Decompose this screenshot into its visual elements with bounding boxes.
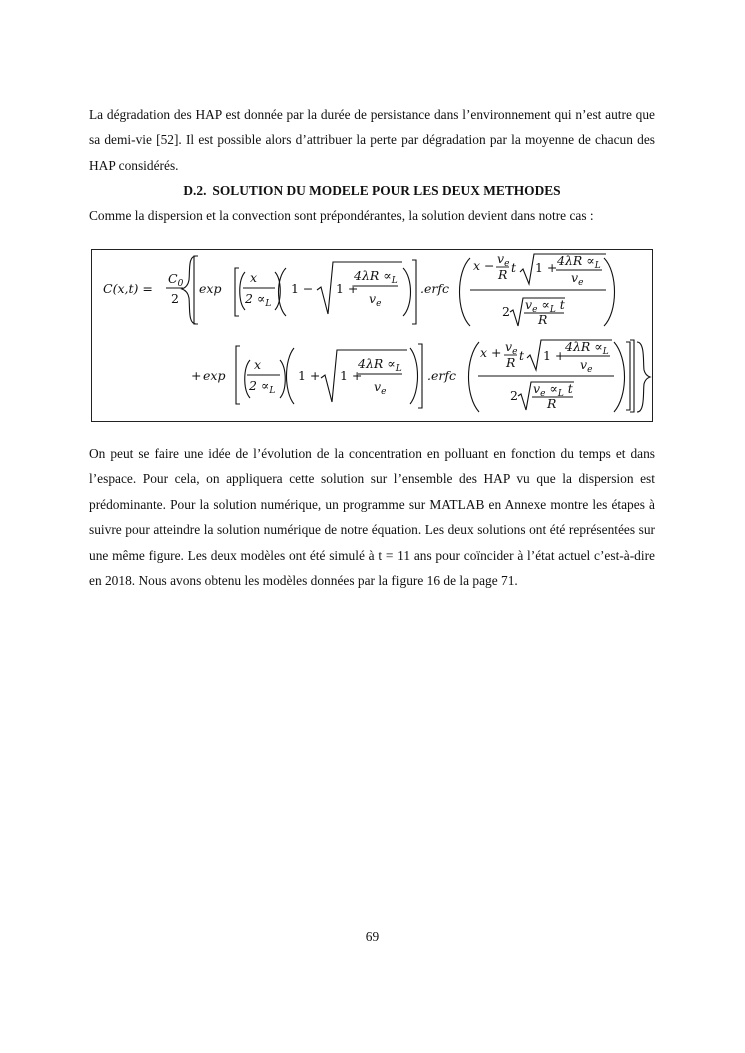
svg-text:2: 2 bbox=[510, 388, 518, 403]
svg-text:ve: $v_e$ bbox=[571, 270, 584, 288]
svg-text:4λR ∝L: $4\lambda R \propto_L$ bbox=[557, 253, 601, 271]
svg-text:.erfc: .erfc bbox=[420, 281, 449, 296]
svg-text:4λR ∝L: $4\lambda R \propto_L$ bbox=[358, 356, 402, 374]
equation-intro: Comme la dispersion et la convection sont prépondérantes, la solution devient dans notre cas : bbox=[89, 208, 594, 223]
eq-exp-1: exp bbox=[199, 281, 222, 296]
svg-text:.erfc: .erfc bbox=[427, 368, 456, 383]
svg-text:4λR ∝L: $4\lambda R \propto_L$ bbox=[565, 339, 609, 357]
svg-text:1 +: 1 + bbox=[543, 348, 566, 363]
intro-paragraph: La dégradation des HAP est donnée par la durée de persistance dans l’environnement qui n’est autre que sa demi-vie [52]. Il est possible alors d’attribuer la perte par dégradation par la moyenne de chacun des HAP considérés. bbox=[89, 107, 655, 173]
svg-text:1 +: 1 + bbox=[298, 368, 321, 383]
svg-text:2: 2 bbox=[502, 304, 510, 319]
left-bracket-outer bbox=[194, 256, 198, 324]
svg-text:R: R bbox=[506, 355, 516, 370]
svg-text:R: R bbox=[547, 396, 557, 411]
svg-text:1 +: 1 + bbox=[340, 368, 363, 383]
svg-text:1 −: 1 − bbox=[291, 281, 314, 296]
svg-text:t: t bbox=[519, 348, 525, 363]
svg-text:R: R bbox=[538, 312, 548, 327]
svg-text:t: t bbox=[511, 260, 517, 275]
eq-two: 2 bbox=[171, 291, 179, 306]
section-number: D.2. bbox=[183, 183, 207, 198]
svg-text:ve: $v_e$ bbox=[374, 379, 387, 397]
right-brace bbox=[637, 342, 650, 412]
svg-text:4λR ∝L: $4\lambda R \propto_L$ bbox=[354, 268, 398, 286]
eq-c0: $C_0$ bbox=[168, 271, 184, 289]
body-paragraph: On peut se faire une idée de l’évolution de la concentration en polluant en fonction du temps et dans l’espace. Pour cela, on appliquera cette solution sur l’ensemble des HAP vu que la dispersion est prédominante. Pour la solution numérique, un programme sur MATLAB en Annexe montre les étapes à suivre pour atteindre la solution numérique de notre équation. Les deux solutions ont été représentées sur une même figure. Les deux modèles ont été simulé à t = 11 ans pour coïncider à l’état actuel c’est-à-dire en 2018. Nous avons obtenu les modèles données par la figure 16 de la page 71. bbox=[89, 446, 655, 589]
svg-text:ve: $v_e$ bbox=[369, 291, 382, 309]
svg-text:x −: x − bbox=[473, 258, 495, 273]
svg-text:ve: $v_e$ bbox=[580, 357, 593, 375]
page-number: 69 bbox=[365, 929, 380, 944]
svg-text:2 ∝L: $2 \propto_L$ bbox=[245, 291, 272, 309]
svg-text:x +: x + bbox=[480, 345, 502, 360]
svg-text:R: R bbox=[498, 267, 508, 282]
eq-lhs: C(x,t) = bbox=[103, 281, 153, 296]
svg-text:x: x bbox=[254, 357, 262, 372]
section-heading bbox=[89, 181, 655, 201]
eq-plus: + bbox=[191, 368, 202, 383]
svg-text:ve: $v_e$ bbox=[505, 339, 518, 357]
svg-text:1 +: 1 + bbox=[535, 260, 558, 275]
equation-box bbox=[91, 249, 653, 422]
svg-text:ve ∝L t: $v_e \propto_L$ t bbox=[533, 381, 573, 399]
svg-text:ve ∝L t: $v_e \propto_L$ t bbox=[525, 297, 565, 315]
section-title: SOLUTION DU MODELE POUR LES DEUX METHODES bbox=[212, 183, 561, 198]
equation-svg bbox=[92, 250, 654, 423]
svg-text:x: x bbox=[250, 270, 258, 285]
svg-text:ve: $v_e$ bbox=[497, 251, 510, 269]
svg-text:2 ∝L: $2 \propto_L$ bbox=[249, 378, 276, 396]
svg-text:1 +: 1 + bbox=[336, 281, 359, 296]
eq-exp-2: exp bbox=[203, 368, 226, 383]
